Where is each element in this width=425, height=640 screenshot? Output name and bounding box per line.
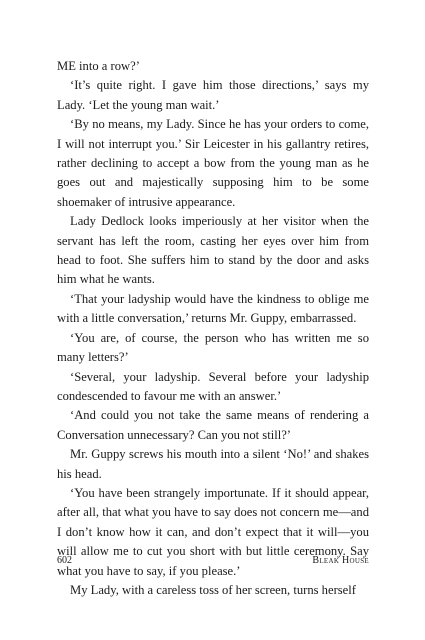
- paragraph: ‘That your ladyship would have the kindness to oblige me with a little conversation,’ returns Mr. Guppy, embarrassed.: [57, 291, 369, 326]
- paragraph: ‘It’s quite right. I gave him those directions,’ says my Lady. ‘Let the young man wait.’: [57, 78, 369, 112]
- page-number: 602: [57, 555, 72, 566]
- paragraph: ‘Several, your ladyship. Several before your ladyship condescended to favour me with an answer.’: [57, 369, 369, 403]
- paragraph: ‘You have been strangely importunate. If it should appear, after all, that what you have to say does not concern me—and I don’t know how it can, and don’t expect that it will—you will allow me to cut you short with but little ceremony. Say what you have to say, if you please.’: [57, 485, 369, 578]
- page-body: [57, 57, 369, 600]
- paragraph: Lady Dedlock looks imperiously at her visitor when the servant has left the room, casting her eyes over him from head to foot. She suffers him to stand by the door and asks him what he wants.: [57, 214, 369, 287]
- paragraph: Mr. Guppy screws his mouth into a silent ‘No!’ and shakes his head.: [57, 447, 369, 481]
- paragraph: ‘You are, of course, the person who has written me so many letters?’: [57, 330, 369, 365]
- paragraph: ‘And could you not take the same means of rendering a Conversation unnecessary? Can you not still?’: [57, 408, 369, 442]
- running-title: Bleak House: [312, 555, 369, 566]
- paragraph: ME into a row?’: [57, 59, 140, 73]
- page-footer: [57, 555, 369, 566]
- paragraph: ‘By no means, my Lady. Since he has your orders to come, I will not interrupt you.’ Sir Leicester in his gallantry retires, rather declining to accept a bow from the young man as he goes out and majestically supposing him to be some shoemaker of intrusive appearance.: [57, 117, 369, 209]
- paragraph: My Lady, with a careless toss of her screen, turns herself: [70, 582, 356, 597]
